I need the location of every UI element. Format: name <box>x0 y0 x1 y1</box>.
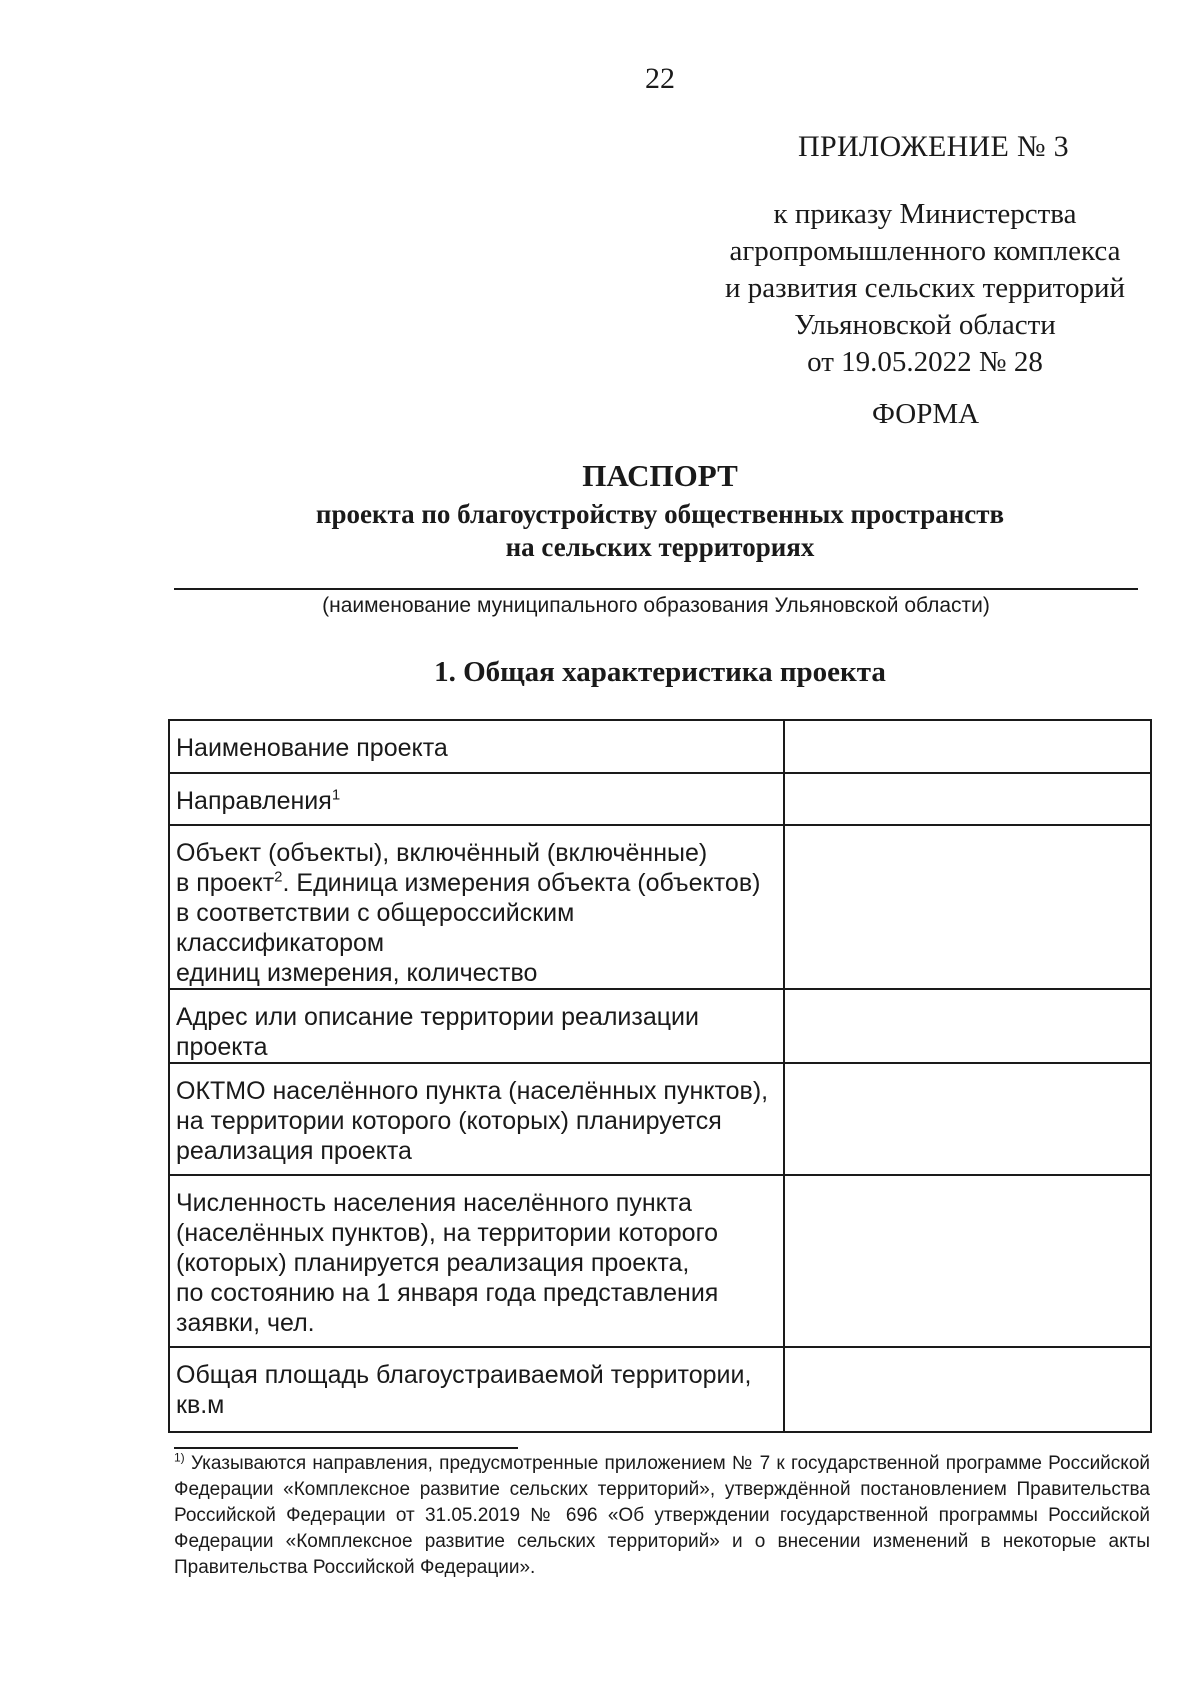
row-label <box>169 773 784 825</box>
page-number: 22 <box>645 62 675 95</box>
row-label-line: Общая площадь благоустраиваемой территории, <box>176 1361 752 1389</box>
table-row <box>169 989 1151 1063</box>
appendix-title: ПРИЛОЖЕНИЕ № 3 <box>798 130 1069 163</box>
row-label <box>169 825 784 989</box>
order-ref-line: к приказу Министерства <box>773 198 1077 230</box>
order-ref-line: и развития сельских территорий <box>724 272 1125 304</box>
footnote-number: 1) <box>174 1450 185 1465</box>
row-label-line: реализация проекта <box>176 1137 412 1165</box>
table-row <box>169 825 1151 989</box>
table-row <box>169 720 1151 773</box>
row-value-cell[interactable] <box>784 1063 1151 1175</box>
order-reference <box>700 196 1150 381</box>
order-ref-line: от 19.05.2022 № 28 <box>807 346 1043 378</box>
row-label <box>169 1063 784 1175</box>
row-label-line: Направления <box>176 787 332 815</box>
footnote-separator <box>174 1447 518 1449</box>
municipality-fill-line <box>174 588 1138 590</box>
passport-title: ПАСПОРТ <box>582 458 738 493</box>
footnote-text: Указываются направления, предусмотренные приложением № 7 к государственной программе Российской Федерации «Комплексное развитие сельских территорий», утверждённой постановлением Правительства Российской Федерации от 31.05.2019 № 696 «Об утверждении государственной программы Российской Федерации «Комплексное развитие сельских территорий» и о внесении изменений в некоторые акты Правительства Российской Федерации». <box>174 1453 1150 1578</box>
row-label-line: . Единица измерения объекта (объектов) <box>282 869 761 897</box>
row-label <box>169 1175 784 1347</box>
row-label-line: ОКТМО населённого пункта (населённых пунктов), <box>176 1077 769 1105</box>
row-value-cell[interactable] <box>784 773 1151 825</box>
row-label-line: Адрес или описание территории реализации проекта <box>176 1003 699 1061</box>
row-label-line: в соответствии с общероссийским классификатором <box>176 899 575 957</box>
passport-subtitle <box>0 498 1200 564</box>
table-row <box>169 1347 1151 1432</box>
row-label-line: (которых) планируется реализация проекта, <box>176 1249 690 1277</box>
municipality-caption: (наименование муниципального образования Ульяновской области) <box>322 594 990 617</box>
project-characteristics-table <box>168 719 1152 1433</box>
footnote-marker: 2 <box>274 868 283 886</box>
row-label-line: на территории которого (которых) планируется <box>176 1107 722 1135</box>
passport-subtitle-line: на сельских территориях <box>505 532 815 562</box>
form-label: ФОРМА <box>872 398 980 430</box>
row-value-cell[interactable] <box>784 1175 1151 1347</box>
table-row <box>169 1063 1151 1175</box>
row-label <box>169 1347 784 1432</box>
row-label-line: в проект <box>176 869 275 897</box>
row-label-line: единиц измерения, количество <box>176 959 538 987</box>
section-heading: 1. Общая характеристика проекта <box>434 656 886 688</box>
row-value-cell[interactable] <box>784 1347 1151 1432</box>
order-ref-line: Ульяновской области <box>794 309 1056 341</box>
passport-subtitle-line: проекта по благоустройству общественных пространств <box>315 499 1005 529</box>
row-label-line: Объект (объекты), включённый (включённые) <box>176 839 708 867</box>
row-value-cell[interactable] <box>784 720 1151 773</box>
order-ref-line: агропромышленного комплекса <box>729 235 1121 267</box>
table-row <box>169 1175 1151 1347</box>
row-value-cell[interactable] <box>784 989 1151 1063</box>
row-label <box>169 720 784 773</box>
row-label-line: заявки, чел. <box>176 1309 315 1337</box>
footnote-marker: 1 <box>331 786 341 804</box>
row-label <box>169 989 784 1063</box>
row-label-line: Наименование проекта <box>176 734 448 762</box>
footnote <box>174 1451 1150 1581</box>
row-label-line: Численность населения населённого пункта <box>176 1189 692 1217</box>
row-label-line: (населённых пунктов), на территории которого <box>176 1219 719 1247</box>
row-label-line: по состоянию на 1 января года представления <box>176 1279 719 1307</box>
table-row <box>169 773 1151 825</box>
row-label-line: кв.м <box>176 1391 225 1419</box>
row-value-cell[interactable] <box>784 825 1151 989</box>
